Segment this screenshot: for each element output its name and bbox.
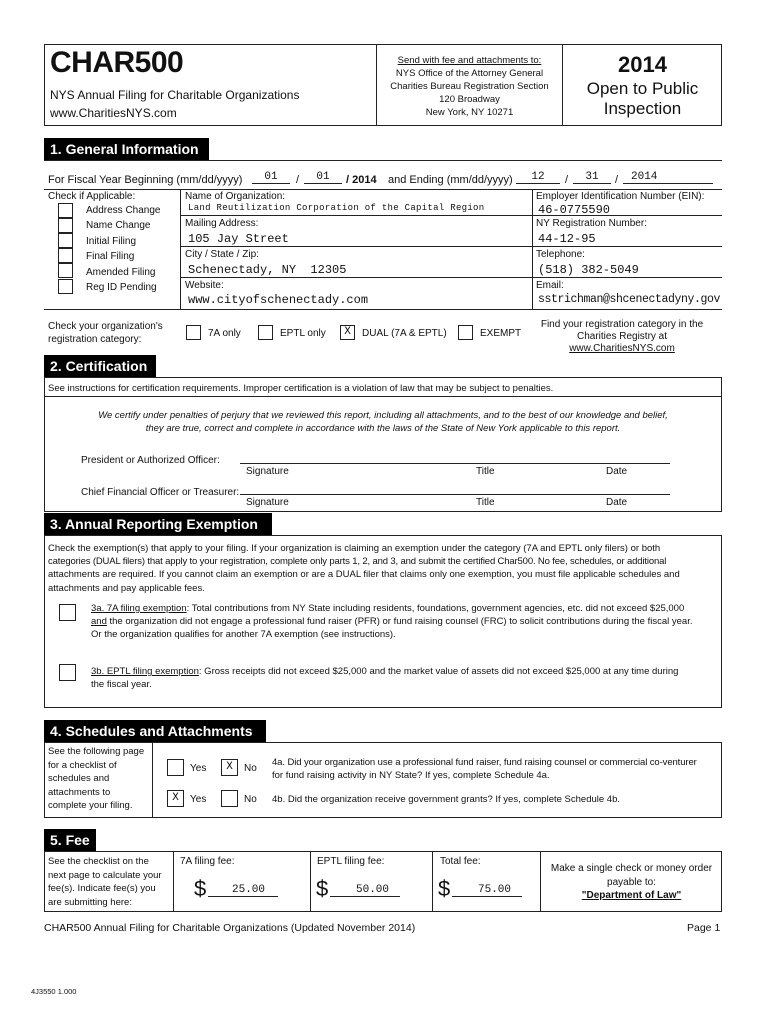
form-website: www.CharitiesNYS.com	[50, 106, 177, 120]
city-label: City / State / Zip:	[185, 249, 259, 260]
fy-end-month[interactable]: 12	[516, 171, 560, 184]
fee-total-value[interactable]: 75.00	[452, 884, 522, 897]
exemption-3a-and: and	[91, 616, 107, 627]
fee-eptl-label: EPTL filing fee:	[317, 856, 385, 867]
exemption-3b-text-1: : Gross receipts did not exceed $25,000 and the market value of assets did not exceed $25,000 at any time during	[198, 666, 679, 677]
section-4-side-note	[48, 745, 144, 813]
year-block	[563, 52, 722, 119]
cfo-label: Chief Financial Officer or Treasurer:	[81, 487, 240, 498]
fee-note-line: next page to calculate your	[48, 869, 162, 881]
title-caption: Title	[476, 497, 495, 508]
section-5-divider	[310, 851, 311, 912]
q4a-line: for fund raising activity in NY State? If yes, complete Schedule 4a.	[272, 770, 550, 781]
find-category-text: Charities Registry at	[576, 331, 668, 342]
section-4-title: 4. Schedules and Attachments	[44, 720, 266, 742]
exemption-3a-line	[91, 615, 721, 628]
info-grid-top	[44, 189, 722, 190]
payment-instructions	[541, 862, 722, 903]
email-value[interactable]: sstrichman@shcenectadyny.gov	[538, 293, 721, 306]
cfo-signature-line[interactable]	[240, 494, 670, 495]
section-5-side-note	[48, 855, 162, 909]
certify-line: they are true, correct and complete in accordance with the laws of the State of New York applicable to this report.	[145, 423, 621, 434]
slash: /	[615, 174, 619, 186]
exemption-3b-title: 3b. EPTL filing exemption	[91, 666, 199, 677]
exemption-3a-line	[91, 602, 721, 615]
public-line-1: Open to Public	[586, 79, 699, 98]
section-1-rule	[44, 160, 722, 161]
certify-statement	[48, 409, 718, 435]
fee-note-line: See the checklist on the	[48, 856, 149, 867]
q4b-no-label: No	[244, 794, 257, 805]
exemption-3a-text-2: the organization did not engage a professional fund raiser (PFR) or fund raising counsel (FRC) to solicit contributions during the fiscal year.	[106, 616, 693, 627]
fee-total-label: Total fee:	[440, 856, 481, 867]
category-dual-label: DUAL (7A & EPTL)	[362, 328, 447, 339]
mailing-value[interactable]: 105 Jay Street	[188, 232, 289, 246]
info-row-rule	[180, 246, 722, 247]
ein-value[interactable]: 46-0775590	[538, 203, 611, 217]
intro-line: attachments and pay applicable fees.	[48, 582, 205, 594]
form-title: NYS Annual Filing for Charitable Organizations	[50, 88, 300, 102]
side-note-line: See the following page	[48, 746, 145, 757]
fee-7a-value[interactable]: 25.00	[208, 884, 278, 897]
exemption-3b-text	[91, 665, 721, 691]
category-label	[48, 320, 163, 346]
find-category-line: Find your registration category in the	[540, 319, 704, 330]
fy-begin-year: / 2014	[346, 174, 377, 186]
org-name-value[interactable]: Land Reutilization Corporation of the Capital Region	[188, 203, 485, 213]
fee-note-line: fee(s). Indicate fee(s) you	[48, 883, 156, 894]
intro-line: attachments are required. If you cannot claim an exemption or are a DUAL filer that claims only one exemption, you must file applicable schedules and	[48, 569, 680, 581]
telephone-value[interactable]: (518) 382-5049	[538, 263, 639, 277]
send-line: 120 Broadway	[439, 94, 500, 105]
telephone-label: Telephone:	[536, 249, 585, 260]
info-col-divider-1	[180, 189, 181, 309]
fy-label: For Fiscal Year Beginning (mm/dd/yyyy)	[48, 174, 243, 186]
send-line: NYS Office of the Attorney General	[395, 68, 544, 79]
slash: /	[565, 174, 569, 186]
check-applicable-label: Check if Applicable:	[48, 191, 136, 202]
president-signature-line[interactable]	[240, 463, 670, 464]
fy-end-year[interactable]: 2014	[623, 171, 713, 184]
fee-7a-label: 7A filing fee:	[180, 856, 235, 867]
q4a-no-label: No	[244, 763, 257, 774]
section-3-title: 3. Annual Reporting Exemption	[44, 513, 272, 535]
q4a-yes-label: Yes	[190, 763, 207, 774]
category-dual-checkbox[interactable]: X	[340, 325, 355, 340]
fy-end-day[interactable]: 31	[573, 171, 611, 184]
dollar-sign: $	[438, 876, 451, 901]
category-label-line: Check your organization's	[48, 321, 163, 332]
charities-registry-link[interactable]: www.CharitiesNYS.com	[569, 343, 675, 354]
exemption-3b-line	[91, 665, 721, 678]
fy-begin-month[interactable]: 01	[252, 171, 290, 184]
ny-reg-value[interactable]: 44-12-95	[538, 232, 596, 246]
ein-label: Employer Identification Number (EIN):	[536, 191, 705, 202]
send-address-block	[377, 54, 562, 119]
fee-note-line: are submitting here:	[48, 896, 132, 908]
q4b-no-checkbox[interactable]	[221, 790, 238, 807]
certify-line: We certify under penalties of perjury that we reviewed this report, including all attachments, and to the best of our knowledge and belief,	[98, 410, 668, 421]
name-change-checkbox[interactable]	[58, 218, 73, 233]
category-7a-label: 7A only	[208, 328, 241, 339]
exemption-3a-line: Or the organization qualifies for another 7A exemption (see instructions).	[91, 629, 396, 640]
fy-begin-day[interactable]: 01	[304, 171, 342, 184]
intro-line: Check the exemption(s) that apply to your filing. If your organization is claiming an exemption under the category (7A and EPTL only filers) or both	[48, 543, 661, 554]
q4b-yes-label: Yes	[190, 794, 207, 805]
exemption-3a-text-1: : Total contributions from NY State including residents, foundations, government agencies, etc. did not exceed $25,000	[186, 603, 685, 614]
email-label: Email:	[536, 280, 564, 291]
info-col-divider-2	[532, 189, 533, 309]
category-exempt-label: EXEMPT	[480, 328, 522, 339]
amended-filing-label: Amended Filing	[86, 267, 156, 278]
section-3-intro	[48, 542, 722, 595]
title-caption: Title	[476, 466, 495, 477]
dollar-sign: $	[194, 876, 207, 901]
send-title: Send with fee and attachments to:	[397, 55, 542, 66]
fy-end-label: and Ending (mm/dd/yyyy)	[388, 174, 513, 186]
find-category-note	[524, 319, 720, 355]
date-caption: Date	[606, 497, 628, 508]
payee-name: "Department of Law"	[581, 890, 682, 901]
address-change-checkbox[interactable]	[58, 203, 73, 218]
exemption-3a-title: 3a. 7A filing exemption	[91, 603, 187, 614]
info-row-rule	[180, 277, 722, 278]
side-note-line: schedules and	[48, 773, 110, 784]
section-2-instr-rule	[44, 396, 722, 397]
org-website-label: Website:	[185, 280, 224, 291]
send-line: Charities Bureau Registration Section	[390, 81, 549, 92]
side-note-line: for a checklist of	[48, 759, 117, 771]
signature-caption: Signature	[246, 466, 289, 477]
fiscal-year-row	[48, 171, 718, 187]
payment-line: Make a single check or money order	[550, 863, 713, 874]
address-change-label: Address Change	[86, 205, 161, 216]
q4a-no-checkbox[interactable]: X	[221, 759, 238, 776]
payment-line: payable to:	[607, 876, 656, 888]
exemption-3a-text	[91, 602, 721, 641]
q4a-yes-checkbox[interactable]	[167, 759, 184, 776]
section-2-title: 2. Certification	[44, 355, 156, 377]
form-id: CHAR500	[50, 46, 184, 79]
date-caption: Date	[606, 466, 628, 477]
initial-filing-checkbox[interactable]	[58, 233, 73, 248]
form-year: 2014	[618, 52, 667, 77]
category-exempt-checkbox[interactable]	[458, 325, 473, 340]
final-filing-label: Final Filing	[86, 251, 135, 262]
city-value[interactable]: Schenectady, NY 12305	[188, 263, 347, 277]
amended-filing-checkbox[interactable]	[58, 263, 73, 278]
section-5-divider	[173, 851, 174, 912]
fee-eptl-value[interactable]: 50.00	[330, 884, 400, 897]
send-line: New York, NY 10271	[425, 107, 514, 118]
name-change-label: Name Change	[86, 220, 151, 231]
form-code: 4J3550 1.000	[31, 987, 77, 996]
section-1-title: 1. General Information	[44, 138, 209, 160]
reg-id-pending-label: Reg ID Pending	[86, 282, 157, 293]
intro-line: categories (DUAL filers) that apply to your registration, complete only parts 1, 2, and 3, and submit the certified Char500. No fee, schedules, or additional	[48, 556, 667, 568]
section-5-title: 5. Fee	[44, 829, 96, 851]
exemption-3b-checkbox[interactable]	[59, 664, 76, 681]
section-5-divider	[432, 851, 433, 912]
q4a-line: 4a. Did your organization use a professional fund raiser, fund raising counsel or commercial co-venturer	[272, 757, 697, 768]
ny-reg-label: NY Registration Number:	[536, 218, 647, 229]
org-website-value[interactable]: www.cityofschenectady.com	[188, 293, 369, 307]
reg-id-pending-checkbox[interactable]	[58, 279, 73, 294]
section-4-divider	[152, 742, 153, 818]
category-eptl-label: EPTL only	[280, 328, 326, 339]
org-name-label: Name of Organization:	[185, 191, 286, 202]
initial-filing-label: Initial Filing	[86, 236, 137, 247]
q4b-yes-checkbox[interactable]: X	[167, 790, 184, 807]
footer-title: CHAR500 Annual Filing for Charitable Organizations (Updated November 2014)	[44, 922, 416, 934]
category-7a-checkbox[interactable]	[186, 325, 201, 340]
mailing-label: Mailing Address:	[185, 218, 259, 229]
president-label: President or Authorized Officer:	[81, 455, 220, 466]
category-eptl-checkbox[interactable]	[258, 325, 273, 340]
final-filing-checkbox[interactable]	[58, 248, 73, 263]
signature-caption: Signature	[246, 497, 289, 508]
slash: /	[296, 174, 300, 186]
dollar-sign: $	[316, 876, 329, 901]
side-note-line: complete your filing.	[48, 800, 133, 811]
exemption-3b-line: the fiscal year.	[91, 679, 152, 690]
cert-instructions: See instructions for certification requirements. Improper certification is a violation of law that may be subject to penalties.	[48, 383, 554, 394]
info-row-rule	[180, 215, 722, 216]
page-number: Page 1	[687, 922, 721, 934]
side-note-line: attachments to	[48, 786, 111, 798]
info-grid-bottom	[44, 309, 722, 310]
find-category-line	[524, 331, 720, 355]
q4a-question	[272, 756, 697, 782]
q4b-question: 4b. Did the organization receive government grants? If yes, complete Schedule 4b.	[272, 794, 621, 805]
exemption-3a-checkbox[interactable]	[59, 604, 76, 621]
public-line-2: Inspection	[603, 99, 682, 118]
category-label-line: registration category:	[48, 334, 142, 345]
